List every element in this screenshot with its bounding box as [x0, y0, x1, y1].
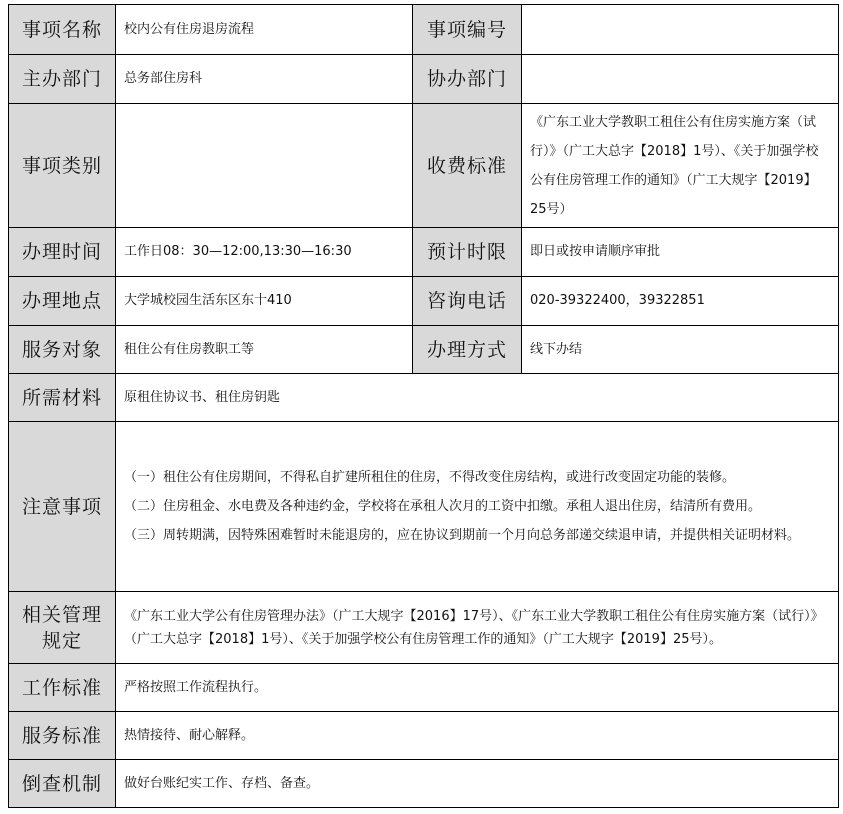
phone-label: 咨询电话 — [413, 277, 522, 326]
est-time-value: 即日或按申请顺序审批 — [522, 228, 839, 277]
assist-dept-label: 协办部门 — [413, 55, 522, 104]
row-audience — [9, 326, 839, 374]
row-hours — [9, 228, 839, 277]
method-label: 办理方式 — [413, 326, 522, 374]
row-work-standard — [9, 664, 839, 712]
accountability-value: 做好台账纪实工作、存档、备查。 — [116, 760, 839, 808]
audience-value: 租住公有住房教职工等 — [116, 326, 413, 374]
regulations-value: 《广东工业大学公有住房管理办法》（广工大规字【2016】17号）、《广东工业大学教职工租住公有住房实施方案（试行）》（广工大总字【2018】1号）、《关于加强学校公有住房管理工作的通知》（广工大规字【2019】25号）。 — [116, 592, 839, 664]
hours-value: 工作日08：30—12:00,13:30—16:30 — [116, 228, 413, 277]
item-name-value: 校内公有住房退房流程 — [116, 5, 413, 55]
row-category — [9, 104, 839, 228]
row-materials — [9, 374, 839, 422]
method-value: 线下办结 — [522, 326, 839, 374]
fee-standard-label: 收费标准 — [413, 104, 522, 228]
row-regulations — [9, 592, 839, 664]
service-standard-label: 服务标准 — [9, 712, 116, 760]
regulations-label-line2: 规定 — [41, 629, 82, 652]
row-location — [9, 277, 839, 326]
row-item-name — [9, 5, 839, 55]
location-label: 办理地点 — [9, 277, 116, 326]
regulations-label-line1: 相关管理 — [21, 603, 102, 626]
hours-label: 办理时间 — [9, 228, 116, 277]
audience-label: 服务对象 — [9, 326, 116, 374]
main-dept-label: 主办部门 — [9, 55, 116, 104]
assist-dept-value — [522, 55, 839, 104]
phone-value: 020-39322400，39322851 — [522, 277, 839, 326]
work-standard-label: 工作标准 — [9, 664, 116, 712]
row-dept — [9, 55, 839, 104]
location-value: 大学城校园生活东区东十410 — [116, 277, 413, 326]
row-accountability — [9, 760, 839, 808]
info-table — [8, 4, 839, 808]
accountability-label: 倒查机制 — [9, 760, 116, 808]
notes-label: 注意事项 — [9, 422, 116, 592]
fee-standard-value: 《广东工业大学教职工租住公有住房实施方案（试行）》（广工大总字【2018】1号）、《关于加强学校公有住房管理工作的通知》（广工大规字【2019】25号） — [522, 104, 839, 228]
category-value — [116, 104, 413, 228]
row-notes — [9, 422, 839, 592]
note-item-2: （二）住房租金、水电费及各种违约金，学校将在承租人次月的工资中扣缴。承租人退出住房，结清所有费用。 — [124, 499, 762, 514]
regulations-label — [9, 592, 116, 664]
main-dept-value: 总务部住房科 — [116, 55, 413, 104]
item-name-label: 事项名称 — [9, 5, 116, 55]
item-code-label: 事项编号 — [413, 5, 522, 55]
row-service-standard — [9, 712, 839, 760]
category-label: 事项类别 — [9, 104, 116, 228]
note-item-3: （三）周转期满，因特殊困难暂时未能退房的，应在协议到期前一个月向总务部递交续退申请，并提供相关证明材料。 — [124, 528, 801, 543]
info-sheet — [8, 4, 839, 808]
materials-value: 原租住协议书、租住房钥匙 — [116, 374, 839, 422]
work-standard-value: 严格按照工作流程执行。 — [116, 664, 839, 712]
service-standard-value: 热情接待、耐心解释。 — [116, 712, 839, 760]
item-code-value — [522, 5, 839, 55]
notes-value — [116, 422, 839, 592]
est-time-label: 预计时限 — [413, 228, 522, 277]
note-item-1: （一）租住公有住房期间，不得私自扩建所租住的住房，不得改变住房结构，或进行改变固定功能的装修。 — [124, 470, 736, 485]
materials-label: 所需材料 — [9, 374, 116, 422]
